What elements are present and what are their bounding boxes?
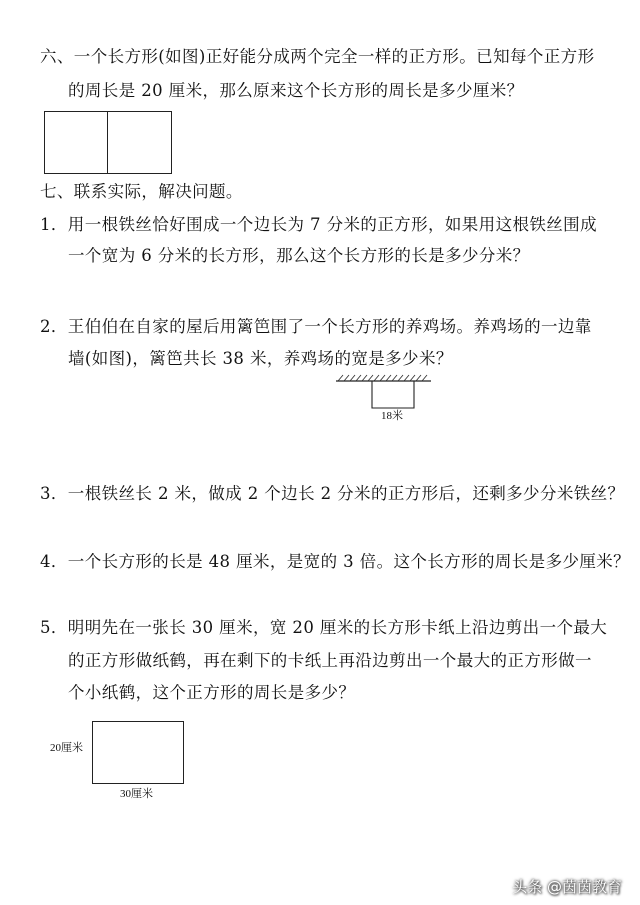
q6-line-1: 六、一个长方形(如图)正好能分成两个完全一样的正方形。已知每个正方形 (40, 47, 595, 66)
q7-p1-line-2: 一个宽为 6 分米的长方形，那么这个长方形的长是多少分米？ (68, 246, 530, 265)
q7-p5-height-label: 20厘米 (50, 742, 83, 754)
q7-title: 七、联系实际，解决问题。 (40, 182, 243, 201)
q7-p2-figure (334, 372, 434, 426)
q7-p2-figure-label: 18米 (381, 410, 403, 422)
q7-p5-card-rectangle (92, 721, 184, 784)
q7-p2-line-1: 2．王伯伯在自家的屋后用篱笆围了一个长方形的养鸡场。养鸡场的一边靠 (40, 317, 592, 336)
q7-p1-line-1: 1．用一根铁丝恰好围成一个边长为 7 分米的正方形，如果用这根铁丝围成 (40, 215, 597, 234)
q6-line-2: 的周长是 20 厘米，那么原来这个长方形的周长是多少厘米？ (68, 81, 524, 100)
q7-p5-line-1: 5．明明先在一张长 30 厘米，宽 20 厘米的长方形卡纸上沿边剪出一个最大 (40, 618, 608, 637)
q7-p3-line-1: 3．一根铁丝长 2 米，做成 2 个边长 2 分米的正方形后，还剩多少分米铁丝？ (40, 484, 625, 503)
q7-p5-line-2: 的正方形做纸鹤，再在剩下的卡纸上再沿边剪出一个最大的正方形做一 (68, 651, 592, 670)
q7-p5-line-3: 个小纸鹤，这个正方形的周长是多少？ (68, 683, 356, 702)
q6-square-left (44, 111, 108, 174)
q7-p4-line-1: 4．一个长方形的长是 48 厘米，是宽的 3 倍。这个长方形的周长是多少厘米？ (40, 552, 631, 571)
q7-p2-line-2: 墙(如图)，篱笆共长 38 米，养鸡场的宽是多少米？ (68, 349, 453, 368)
watermark-text: 头条 @茵茵教育 (512, 878, 622, 896)
q7-p5-width-label: 30厘米 (120, 788, 153, 800)
q6-square-right (107, 111, 172, 174)
wall-hatch-icon (334, 372, 434, 412)
